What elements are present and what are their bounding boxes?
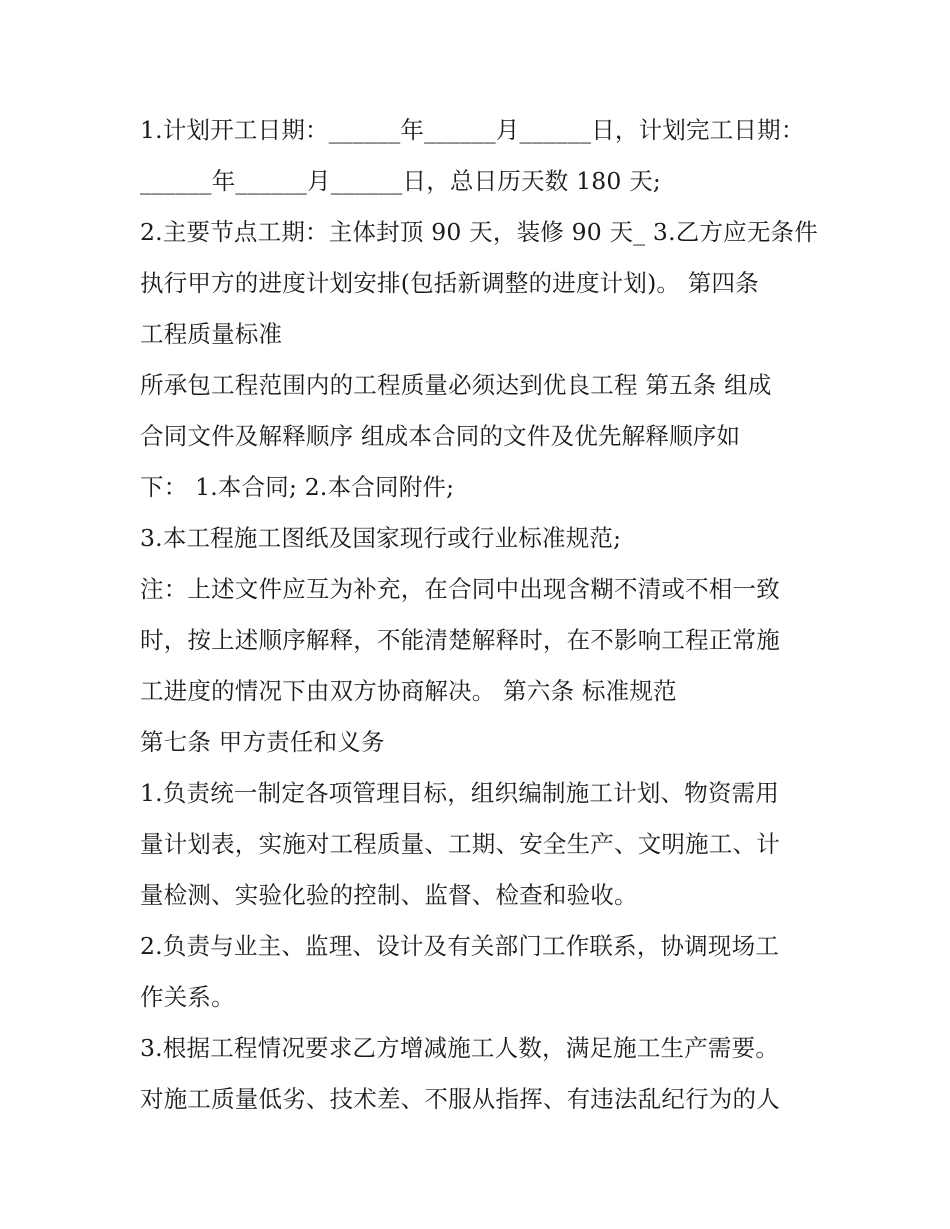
text-line: 工进度的情况下由双方协商解决。 第六条 标准规范 <box>140 677 677 705</box>
text-line: 量计划表，实施对工程质量、工期、安全生产、文明施工、计 <box>140 830 780 858</box>
text-line: 合同文件及解释顺序 组成本合同的文件及优先解释顺序如 <box>140 422 741 450</box>
text-line: 执行甲方的进度计划安排(包括新调整的进度计划)。 第四条 <box>140 269 759 297</box>
text-line: 3.本工程施工图纸及国家现行或行业标准规范; <box>140 524 622 552</box>
text-line: 3.根据工程情况要求乙方增减施工人数，满足施工生产需要。 <box>140 1034 780 1062</box>
text-line: 量检测、实验化验的控制、监督、检查和验收。 <box>140 881 638 909</box>
text-line: 对施工质量低劣、技术差、不服从指挥、有违法乱纪行为的人 <box>140 1085 780 1113</box>
text-line: 2.主要节点工期：主体封顶 90 天，装修 90 天_ 3.乙方应无条件 <box>140 218 818 246</box>
text-line: 所承包工程范围内的工程质量必须达到优良工程 第五条 组成 <box>140 371 772 399</box>
section-heading: 工程质量标准 <box>140 320 283 348</box>
text-line: 作关系。 <box>140 983 235 1011</box>
text-line: 1.计划开工日期：______年______月______日，计划完工日期： <box>140 116 805 144</box>
text-line: 2.负责与业主、监理、设计及有关部门工作联系，协调现场工 <box>140 932 780 960</box>
section-heading: 第七条 甲方责任和义务 <box>140 728 385 756</box>
text-line: 1.负责统一制定各项管理目标，组织编制施工计划、物资需用 <box>140 779 780 807</box>
text-line: 下： 1.本合同; 2.本合同附件; <box>140 473 455 501</box>
text-line: ______年______月______日，总日历天数 180 天; <box>140 167 662 195</box>
text-line: 注：上述文件应互为补充，在合同中出现含糊不清或不相一致 <box>140 575 780 603</box>
text-line: 时，按上述顺序解释，不能清楚解释时，在不影响工程正常施 <box>140 626 780 654</box>
document-body <box>140 105 820 1125</box>
